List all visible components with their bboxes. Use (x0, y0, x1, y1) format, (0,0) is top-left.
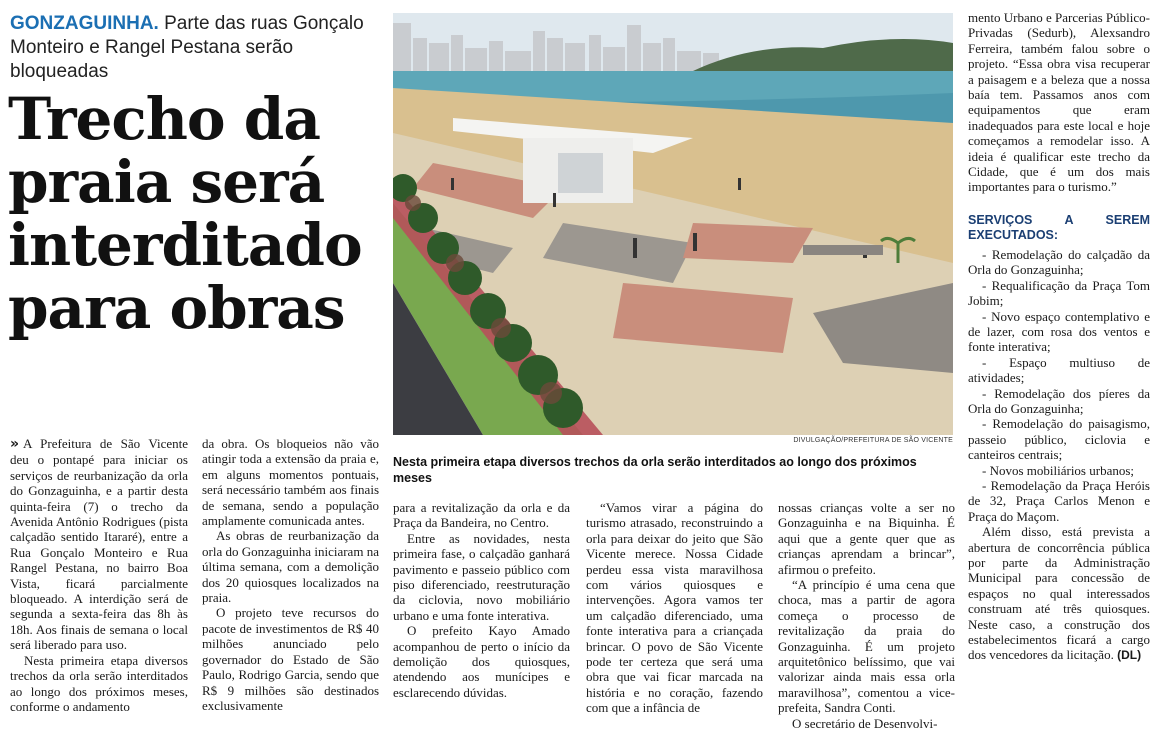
paragraph: O prefeito Kayo Amado acompanhou de perto o início da demolição dos quiosques, atendendo aos munícipes e esclarecendo dúvidas. (393, 623, 570, 700)
article-column-1 (10, 436, 188, 714)
author-signature: (DL) (1117, 648, 1142, 663)
paragraph: nossas crianças volte a ser no Gonzaguinha e na Biquinha. É aqui que a gente quer que as crianças aprendam a brincar”, afirmou o prefeito. (778, 500, 955, 577)
paragraph: » A Prefeitura de São Vicente deu o pontapé para iniciar os serviços de reurbanização da orla do Gonzaguinha, e a partir desta quinta-feira (7) o trecho da Avenida Antônio Rodrigues (pista calçadão sentido Itararé), entre a Rua Gonçalo Monteiro e Rua Rangel Pestana, no bairro Boa Vista, ficará parcialmente bloqueado. A interdição será de segunda a sexta-feira das 8h às 18h. Aos finais de semana o local será liberado para uso. (10, 436, 188, 653)
paragraph: para a revitalização da orla e da Praça da Bandeira, no Centro. (393, 500, 570, 531)
kicker (10, 12, 380, 84)
paragraph: As obras de reurbanização da orla do Gonzaguinha iniciaram na última semana, com a demolição dos 20 quiosques localizados na praia. (202, 528, 379, 606)
paragraph: “Vamos virar a página do turismo atrasado, reconstruindo a orla para deixar do jeito que São Vicente merece. Nossa Cidade perdeu essa vista maravilhosa com vários quiosques e intervenções. Agora vamos ter um calçadão diferenciado, uma fonte interativa para a criançada brincar. O povo de São Vicente pode ter certeza que será uma obra que vai ficar marcada na história e no coração, fazendo com que a infância de (586, 500, 763, 716)
list-item: - Remodelação dos píeres da Orla do Gonzaguinha; (968, 385, 1150, 416)
paragraph: Nesta primeira etapa diversos trechos da orla serão interditados ao longo dos próximos meses, conforme o andamento (10, 652, 188, 714)
beach-rendering-photo (393, 13, 953, 435)
article-column-3 (393, 500, 570, 700)
bullet-arrow-icon: » (10, 436, 20, 452)
article-column-5 (778, 500, 955, 731)
list-item: - Novo espaço contemplativo e de lazer, com rosa dos ventos e fonte interativa; (968, 308, 1150, 355)
article-column-4 (586, 500, 763, 716)
paragraph: “A princípio é uma cena que choca, mas a partir de agora começa o processo de revitalização da praia do Gonzaguinha. É um projeto arquitetônico belíssimo, que vai valorizar ainda mais essa orla maravilhosa”, comentou a vice-prefeita, Sandra Conti. (778, 577, 955, 716)
paragraph: Além disso, está prevista a abertura de concorrência pública por parte da Administração Municipal para concessão de espaços no qual interessados construam até três quiosques. Neste caso, a construção dos estabelecimentos ficará a cargo dos vencedores da licitação. (DL) (968, 524, 1150, 663)
headline: Trecho da praia será interditado para obras (8, 85, 362, 342)
list-item: - Remodelação da Praça Heróis de 32, Praça Carlos Menon e Praça do Maçom. (968, 477, 1150, 524)
kicker-tag: GONZAGUINHA. (10, 13, 159, 34)
article-column-2 (202, 436, 379, 713)
paragraph: O secretário de Desenvolvi- (792, 715, 938, 731)
photo-credit: DIVULGAÇÃO/PREFEITURA DE SÃO VICENTE (793, 437, 953, 444)
list-item: - Espaço multiuso de atividades; (968, 354, 1150, 386)
services-heading: SERVIÇOS A SEREM EXECUTADOS: (968, 212, 1150, 242)
paragraph: da obra. Os bloqueios não vão atingir toda a extensão da praia e, em alguns momentos pontuais, será necessário também aos finais de semana, sendo a população amplamente comunicada antes. (202, 436, 379, 529)
article-column-6 (968, 10, 1150, 664)
list-item: - Requalificação da Praça Tom Jobim; (968, 277, 1150, 309)
paragraph: O projeto teve recursos do pacote de investimentos de R$ 40 milhões anunciado pelo governador do Estado de São Paulo, Rodrigo Garcia, sendo que R$ 9 milhões são destinados exclusivamente (202, 605, 379, 713)
paragraph: mento Urbano e Parcerias Público-Privadas (Sedurb), Alexsandro Ferreira, também falou sobre o projeto. “Essa obra visa recuperar a paisagem e a beleza que a nossa baía tem. Passamos anos com equipamentos que eram inadequados para este local e hoje começamos a remodelar isso. A ideia é qualificar este trecho da Cidade, que é um dos mais importantes para o turismo.” (968, 10, 1150, 195)
paragraph: Entre as novidades, nesta primeira fase, o calçadão ganhará pavimento e passeio público com piso diferenciado, reestruturação da ciclovia, novo mobiliário urbano e uma fonte interativa. (393, 530, 570, 623)
list-item: - Remodelação do calçadão da Orla do Gonzaguinha; (968, 246, 1150, 278)
kicker-text: Parte das ruas Gonçalo Monteiro e Rangel Pestana serão bloqueadas (10, 13, 364, 82)
photo-caption: Nesta primeira etapa diversos trechos da orla serão interditados ao longo dos próximos meses (393, 455, 917, 485)
list-item: - Remodelação do paisagismo, passeio público, ciclovia e canteiros centrais; (968, 416, 1150, 463)
list-item: - Novos mobiliários urbanos; (982, 462, 1135, 478)
